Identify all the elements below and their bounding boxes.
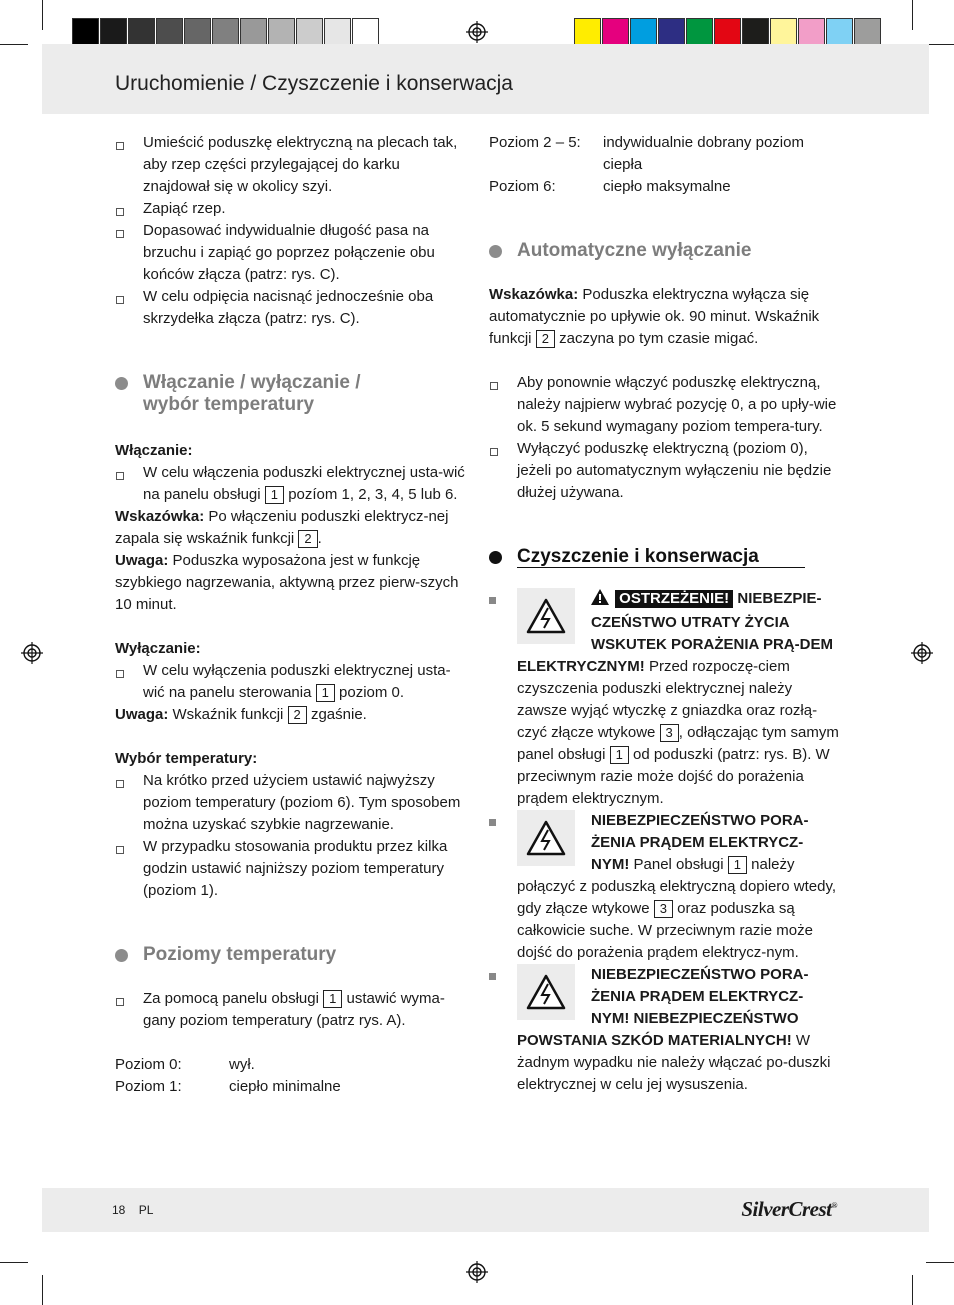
list-item: Zapiąć rzep.: [115, 198, 467, 220]
left-column: [115, 132, 467, 1098]
color-swatch: [826, 18, 853, 46]
color-swatch: [714, 18, 741, 46]
color-swatch: [770, 18, 797, 46]
ref-box: 2: [298, 530, 317, 548]
ref-box: 1: [316, 684, 335, 702]
section-heading-levels: Poziomy temperatury: [115, 944, 467, 966]
color-swatch: [296, 18, 323, 46]
subheading-off: Wyłączanie:: [115, 640, 201, 657]
ref-box: 1: [265, 486, 284, 504]
auto-off-list: [489, 372, 841, 504]
registration-mark-icon: [466, 1261, 488, 1283]
color-swatch: [212, 18, 239, 46]
warning-badge: OSTRZEŻENIE!: [615, 590, 733, 608]
crop-mark: [926, 44, 954, 45]
color-swatch: [268, 18, 295, 46]
crop-mark: [0, 1262, 28, 1263]
level-value: ciepło maksymalne: [603, 178, 731, 195]
electric-shock-warning-icon: [517, 964, 575, 1020]
color-swatch: [324, 18, 351, 46]
color-swatch: [240, 18, 267, 46]
subheading-on: Włączanie:: [115, 442, 193, 459]
ref-box: 1: [728, 856, 747, 874]
ref-box: 3: [654, 900, 673, 918]
section-heading-cleaning: Czyszczenie i konserwacja: [489, 546, 841, 568]
list-item: Za pomocą panelu obsługi 1 ustawić wyma-gany poziom temperatury (patrz rys. A).: [115, 988, 467, 1032]
color-swatch: [686, 18, 713, 46]
level-label: Poziom 1:: [115, 1078, 182, 1095]
crop-mark: [42, 1275, 43, 1305]
levels-table: [115, 1054, 467, 1098]
crop-mark: [0, 44, 28, 45]
color-calibration-bar: [574, 18, 882, 46]
intro-list: [115, 132, 467, 330]
list-item: Dopasować indywidualnie długość pasa na brzuchu i zapiąć go poprzez połączenie obu końców złącza (patrz: rys. C).: [115, 220, 467, 286]
level-value: ciepło minimalne: [229, 1078, 341, 1095]
color-swatch: [128, 18, 155, 46]
list-item: W przypadku stosowania produktu przez kilka godzin ustawić najniższy poziom temperatury (poziom 1).: [115, 836, 467, 902]
levels-table: [489, 132, 841, 198]
warning-item: NIEBEZPIECZEŃSTWO PORA-ŻENIA PRĄDEM ELEKTRYCZ-NYM! Panel obsługi 1 należy połączyć z poduszką elektryczną dopiero wtedy, gdy złącze wtykowe 3 oraz poduszka są całkowicie suche. W przeciwnym razie może dojść do porażenia prądem elektrycz-nym.: [489, 810, 841, 964]
color-swatch: [156, 18, 183, 46]
list-item: W celu wyłączenia poduszki elektrycznej usta-wić na panelu sterowania 1 poziom 0.: [115, 660, 467, 704]
temperature-list: [115, 770, 467, 902]
registration-mark-icon: [466, 21, 488, 43]
gray-calibration-bar: [72, 18, 380, 46]
list-item: Aby ponownie włączyć poduszkę elektryczną, należy najpierw wybrać pozycję 0, a po upły-wie ok. 5 sekund wymagany poziom tempera-tury.: [489, 372, 841, 438]
caution-paragraph: Uwaga: Wskaźnik funkcji 2 zgaśnie.: [115, 706, 367, 723]
ref-box: 3: [660, 724, 679, 742]
color-swatch: [630, 18, 657, 46]
section-heading-on-off: Włączanie / wyłączanie / wybór temperatury: [115, 372, 467, 416]
crop-mark: [912, 1275, 913, 1305]
color-swatch: [602, 18, 629, 46]
brand-logo: SilverCrest®: [741, 1197, 837, 1221]
warning-item: OSTRZEŻENIE! NIEBEZPIE-CZEŃSTWO UTRATY ŻYCIA WSKUTEK PORAŻENIA PRĄ-DEM ELEKTRYCZNYM! Przed rozpoczę-ciem czyszczenia poduszki elektrycznej należy zawsze wyjąć wtyczkę z gniazdka oraz rozłą-czyć złącze wtykowe 3 , odłączając tym samym panel obsługi 1 od poduszki (patrz: rys. B). W przeciwnym razie może dojść do porażenia prądem elektrycznym.: [489, 588, 841, 810]
list-item: W celu odpięcia nacisnąć jednocześnie oba skrzydełka złącza (patrz: rys. C).: [115, 286, 467, 330]
registration-mark-icon: [911, 642, 933, 664]
color-swatch: [184, 18, 211, 46]
warning-triangle-icon: [591, 589, 609, 612]
note-paragraph: Wskazówka: Po włączeniu poduszki elektrycz-nej zapala się wskaźnik funkcji 2 .: [115, 508, 449, 547]
list-item: Wyłączyć poduszkę elektryczną (poziom 0), jeżeli po automatycznym wyłączeniu nie będzie dłużej używana.: [489, 438, 841, 504]
ref-box: 1: [323, 990, 342, 1008]
color-swatch: [742, 18, 769, 46]
page-header: [42, 44, 929, 114]
page-title: Uruchomienie / Czyszczenie i konserwacja: [115, 72, 513, 95]
color-swatch: [798, 18, 825, 46]
crop-mark: [42, 0, 43, 30]
electric-shock-warning-icon: [517, 810, 575, 866]
list-item: Umieścić poduszkę elektryczną na plecach tak, aby rzep części przylegającej do karku znajdował się w okolicy szyi.: [115, 132, 467, 198]
level-label: Poziom 6:: [489, 178, 556, 195]
subheading-temperature: Wybór temperatury:: [115, 750, 258, 767]
caution-paragraph: Uwaga: Poduszka wyposażona jest w funkcję szybkiego nagrzewania, aktywną przez pierw-szych 10 minut.: [115, 552, 459, 613]
warning-item: NIEBEZPIECZEŃSTWO PORA-ŻENIA PRĄDEM ELEKTRYCZ-NYM! NIEBEZPIECZEŃSTWO POWSTANIA SZKÓD MATERIALNYCH! W żadnym wypadku nie należy włączać po-duszki elektrycznej w celu jej wysuszenia.: [489, 964, 841, 1096]
level-label: Poziom 2 – 5:: [489, 134, 581, 151]
section-heading-auto-off: Automatyczne wyłączanie: [489, 240, 841, 262]
color-swatch: [574, 18, 601, 46]
page-number: 18 PL: [112, 1203, 154, 1217]
registration-mark-icon: [21, 642, 43, 664]
note-paragraph: Wskazówka: Poduszka elektryczna wyłącza się automatycznie po upływie ok. 90 minut. Wskaźnik funkcji 2 zaczyna po tym czasie migać.: [489, 286, 820, 347]
ref-box: 2: [536, 330, 555, 348]
list-item: Na krótko przed użyciem ustawić najwyższy poziom temperatury (poziom 6). Tym sposobem można uzyskać szybkie nagrzewanie.: [115, 770, 467, 836]
page-footer: [42, 1188, 929, 1232]
level-value: wył.: [229, 1056, 255, 1073]
crop-mark: [912, 0, 913, 30]
color-swatch: [100, 18, 127, 46]
color-swatch: [658, 18, 685, 46]
level-value: indywidualnie dobrany poziom ciepła: [603, 134, 804, 173]
crop-mark: [926, 1262, 954, 1263]
color-swatch: [72, 18, 99, 46]
color-swatch: [854, 18, 881, 46]
electric-shock-warning-icon: [517, 588, 575, 644]
right-column: [489, 132, 841, 1096]
ref-box: 2: [288, 706, 307, 724]
list-item: W celu włączenia poduszki elektrycznej usta-wić na panelu obsługi 1 pozíom 1, 2, 3, 4, 5 lub 6.: [115, 462, 467, 506]
level-label: Poziom 0:: [115, 1056, 182, 1073]
color-swatch: [352, 18, 379, 46]
ref-box: 1: [610, 746, 629, 764]
